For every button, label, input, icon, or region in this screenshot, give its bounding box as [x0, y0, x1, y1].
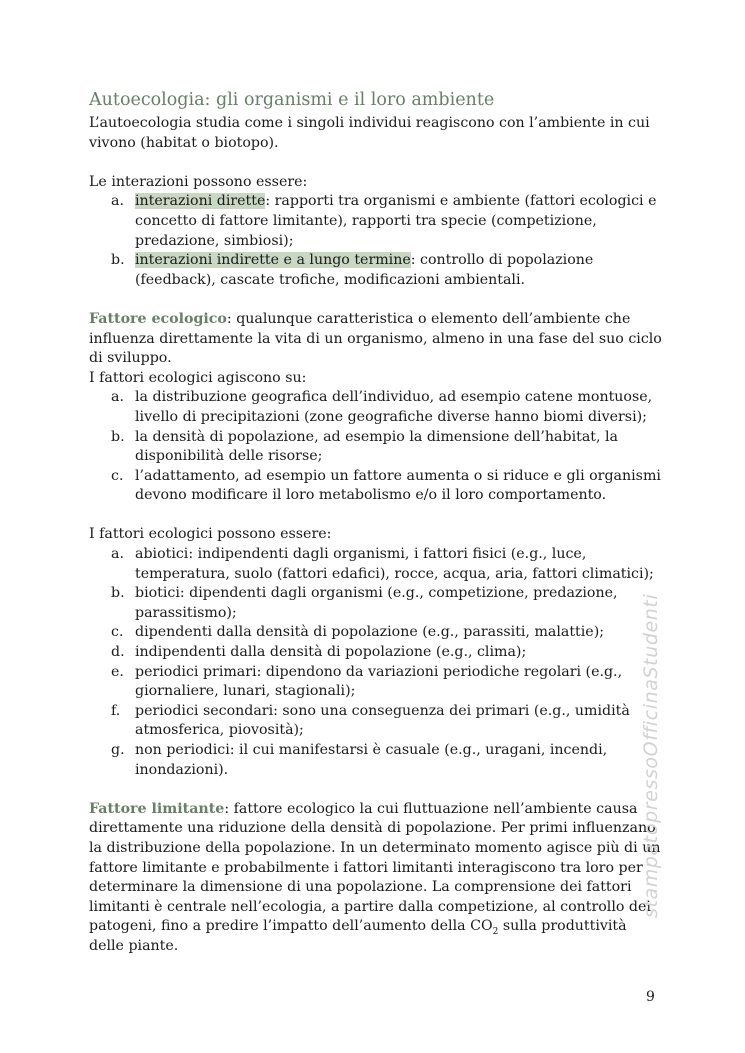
ecological-factor-definition: Fattore ecologico: qualunque caratteristica o elemento dell’ambiente che influenza direttamente la vita di un organismo, almeno in una fase del suo ciclo di sviluppo. [89, 310, 662, 367]
spacer [89, 506, 664, 526]
acts-on-lead: I fattori ecologici agiscono su: [89, 369, 307, 386]
list-item: c. l’adattamento, ad esempio un fattore aumenta o si riduce e gli organismi devono modificare il loro metabolismo e/o il loro comportamento. [111, 467, 661, 504]
list-item: a. la distribuzione geografica dell’individuo, ad esempio catene montuose, livello di precipitazioni (zone geografiche diverse hanno biomi diversi); [111, 389, 653, 425]
page-content [89, 88, 664, 957]
limiting-factor-definition: Fattore limitante: fattore ecologico la cui fluttuazione nell’ambiente causa direttamente una riduzione della densità di popolazione. Per primi influenzano la distribuzione della popolazione. In un determinato momento agisce più di un fattore limitante e probabilmente i fattori limitanti interagiscono tra loro per determinare la dimensione di una popolazione. La comprensione dei fattori limitanti è centrale nell’ecologia, a partire dalla competizione, al controllo dei patogeni, fino a predire l’impatto dell’aumento della $CO_2$ sulla produttività delle piante. [89, 800, 661, 954]
list-item: b. la densità di popolazione, ad esempio la dimensione dell’habitat, la disponibilità delle risorse; [111, 428, 619, 465]
types-lead: I fattori ecologici possono essere: [89, 526, 332, 543]
highlighted-term: interazioni dirette [135, 193, 266, 210]
list-item: g. non periodici: il cui manifestarsi è casuale (e.g., uragani, incendi, inondazioni). [111, 742, 608, 778]
list-item: e. periodici primari: dipendono da variazioni periodiche regolari (e.g., giornaliere, lunari, stagionali); [111, 663, 623, 700]
spacer [89, 290, 664, 310]
spacer [89, 780, 664, 800]
list-item: b. interazioni indirette e a lungo termine: controllo di popolazione (feedback), cascate trofiche, modificazioni ambientali. [111, 252, 594, 288]
list-item: a. interazioni dirette: rapporti tra organismi e ambiente (fattori ecologici e concetto di fattore limitante), rapporti tra specie (competizione, predazione, simbiosi); [111, 193, 657, 249]
types-list [89, 545, 664, 780]
list-item: b. biotici: dipendenti dagli organismi (e.g., competizione, predazione, parassitismo); [111, 585, 618, 621]
term-label: Fattore limitante [89, 800, 225, 817]
list-item: d. indipendenti dalla densità di popolazione (e.g., clima); [111, 644, 527, 661]
co2-subscript: 2 [492, 927, 499, 938]
watermark: stampatopressoOfficinaStudenti [640, 593, 662, 918]
spacer [89, 153, 664, 173]
list-item: f. periodici secondari: sono una conseguenza dei primari (e.g., umidità atmosferica, piovosità); [111, 702, 630, 739]
interactions-lead: Le interazioni possono essere: [89, 173, 308, 190]
intro-paragraph: L’autoecologia studia come i singoli individui reagiscono con l’ambiente in cui vivono (habitat o biotopo). [89, 115, 650, 151]
list-item: c. dipendenti dalla densità di popolazione (e.g., parassiti, malattie); [111, 624, 605, 641]
page-number: 9 [646, 989, 655, 1005]
acts-on-list [89, 388, 664, 506]
interactions-list [89, 192, 664, 290]
section-title: Autoecologia: gli organismi e il loro ambiente [89, 90, 495, 110]
highlighted-term: interazioni indirette e a lungo termine [135, 252, 411, 269]
term-label: Fattore ecologico [89, 310, 227, 327]
list-item: a. abiotici: indipendenti dagli organismi, i fattori fisici (e.g., luce, temperatura, suolo (fattori edafici), rocce, acqua, aria, fattori climatici); [111, 546, 654, 582]
